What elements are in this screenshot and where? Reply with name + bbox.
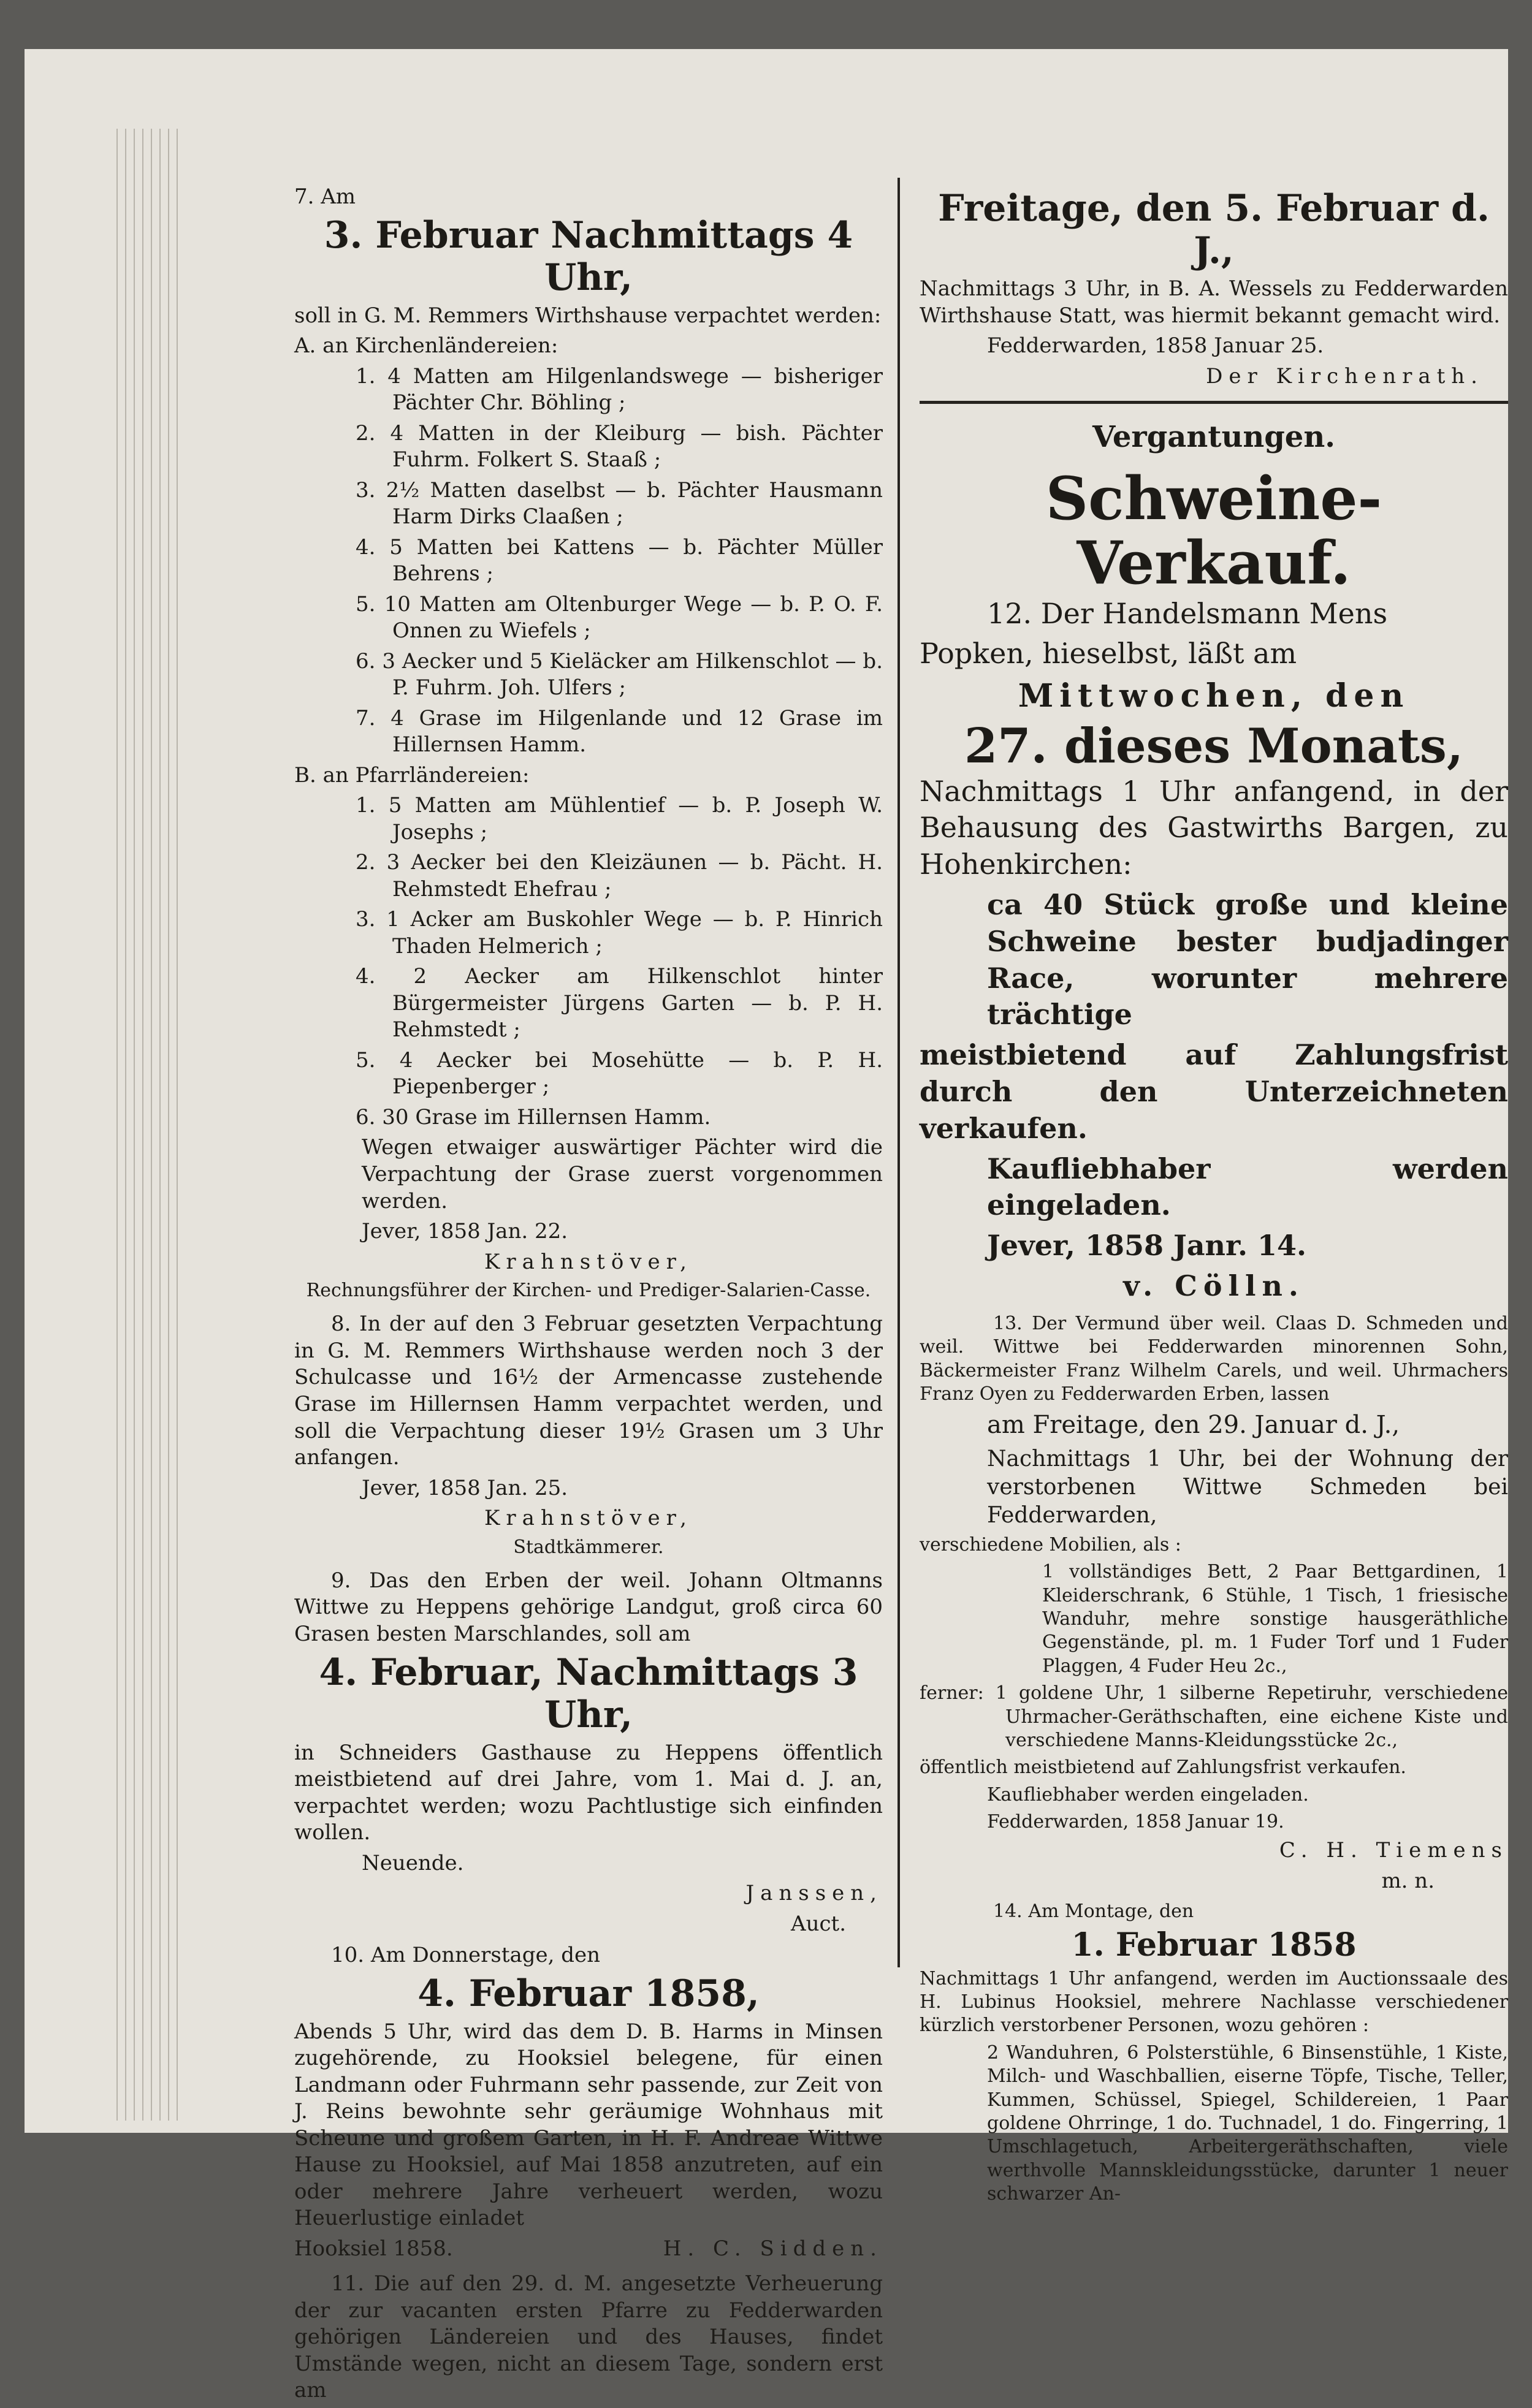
notice-14-text: Nachmittags 1 Uhr anfangend, werden im Auctionssaale des H. Lubinus Hooksiel, mehrere Nachlasse verschiedener kürzlich verstorbener Personen, wozu gehören : [920, 1967, 1508, 2037]
notice-7-intro: 7. Am [294, 184, 356, 209]
notice-10-footer [294, 2236, 883, 2263]
notice-13-signature: C. H. Tiemens [1279, 1838, 1508, 1863]
list-item: 6. 3 Aecker und 5 Kieläcker am Hilkenschlot — b. P. Fuhrm. Joh. Ulfers ; [356, 648, 883, 701]
notice-12-text2: meistbietend auf Zahlungsfrist durch den Unterzeichneten verkaufen. [920, 1038, 1508, 1145]
notice-12-heading: 27. dieses Monats, [964, 718, 1463, 775]
notice-8-text: 8. In der auf den 3 Februar gesetzten Verpachtung in G. M. Remmers Wirthshause werden noch 3 der Schulcasse und 16½ der Armencasse zustehende Grase im Hillernsen Hamm verpachtet werden, und soll die Verpachtung dieser 19½ Grasen um 3 Uhr anfangen. [294, 1312, 883, 1470]
notice-8-signature: Krahnstöver, [484, 1506, 693, 1531]
notice-12-goods: ca 40 Stück große und kleine Schweine bester budjadinger Race, worunter mehrere trächtige [987, 888, 1508, 1031]
notice-13-date: Fedderwarden, 1858 Januar 19. [987, 1811, 1284, 1833]
notice-13-text: 13. Der Vermund über weil. Claas D. Schmeden und weil. Wittwe bei Fedderwarden minorennen Sohn, Bäckermeister Franz Wilhelm Carels, und weil. Uhrmachers Franz Oyen zu Fedderwarden Erben, lassen [920, 1312, 1508, 1405]
notice-9-heading: 4. Februar, Nachmittags 3 Uhr, [319, 1650, 858, 1736]
notice-8-date: Jever, 1858 Jan. 25. [362, 1475, 568, 1500]
notice-13-line3: verschiedene Mobilien, als : [920, 1533, 1181, 1555]
notice-10-place: Hooksiel 1858. [294, 2236, 453, 2261]
notice-10-heading: 4. Februar 1858, [417, 1972, 760, 2015]
notice-14-heading: 1. Februar 1858 [1071, 1926, 1357, 1964]
list-item: 5. 10 Matten am Oltenburger Wege — b. P. O. F. Onnen zu Wiefels ; [356, 591, 883, 644]
notice-9-place: Neuende. [362, 1850, 464, 1875]
notice-12-line3: Mittwochen, den [1018, 677, 1410, 715]
notice-7-signature: Krahnstöver, [484, 1249, 693, 1274]
list-item: 2. 3 Aecker bei den Kleizäunen — b. Pächt. H. Rehmstedt Ehefrau ; [356, 850, 883, 902]
notice-7-note: Wegen etwaiger auswärtiger Pächter wird die Verpachtung der Grase zuerst vorgenommen werden. [362, 1135, 883, 1213]
notice-12-banner: Schweine-Verkauf. [1045, 463, 1382, 598]
notice-10-intro: 10. Am Donnerstage, den [331, 1943, 601, 1968]
notice-11-text: 11. Die auf den 29. d. M. angesetzte Verheuerung der zur vacanten ersten Pfarre zu Fedderwarden gehörigen Ländereien und des Hauses, findet Umstände wegen, nicht an diesem Tage, sondern erst am [294, 2271, 883, 2403]
right-column [920, 184, 1508, 2210]
list-item: 2. 4 Matten in der Kleiburg — bish. Pächter Fuhrm. Folkert S. Staaß ; [356, 420, 883, 473]
notice-9-text: 9. Das den Erben der weil. Johann Oltmanns Wittwe zu Heppens gehörige Landgut, groß circa 60 Grasen besten Marschlandes, soll am [294, 1568, 883, 1646]
section-b-label: B. an Pfarrländereien: [294, 762, 530, 788]
notice-14-goods: 2 Wanduhren, 6 Polsterstühle, 6 Binsenstühle, 1 Kiste, Milch- und Waschballien, eiserne Töpfe, Tische, Teller, Kummen, Schüssel, Spiegel, Schildereien, 1 Paar goldene Ohrringe, 1 do. Tuchnadel, 1 do. Fingerring, 1 Umschlagetuch, Arbeitergeräthschaften, viele werthvolle Mannskleidungsstücke, darunter 1 neuer schwarzer An- [987, 2041, 1508, 2205]
left-column [294, 184, 883, 2408]
notice-7-heading: 3. Februar Nachmittags 4 Uhr, [324, 213, 853, 299]
section-a-label: A. an Kirchenländereien: [294, 333, 558, 359]
list-item: 4. 2 Aecker am Hilkenschlot hinter Bürgermeister Jürgens Garten — b. P. H. Rehmstedt ; [356, 964, 883, 1043]
notice-12-text: Nachmittags 1 Uhr anfangend, in der Behausung des Gastwirths Bargen, zu Hohenkirchen: [920, 774, 1508, 881]
list-item: 5. 4 Aecker bei Mosehütte — b. P. H. Piepenberger ; [356, 1047, 883, 1100]
list-item: 7. 4 Grase im Hilgenlande und 12 Grase im Hillernsen Hamm. [356, 705, 883, 758]
section-rule [920, 401, 1508, 404]
notice-9-text2: in Schneiders Gasthause zu Heppens öffentlich meistbietend auf drei Jahre, vom 1. Mai d. J. an, verpachtet werden; wozu Pachtlustige sich einfinden wollen. [294, 1740, 883, 1845]
notice-7-date: Jever, 1858 Jan. 22. [362, 1219, 568, 1244]
notice-11-heading: Freitage, den 5. Februar d. J., [938, 187, 1490, 272]
notice-12-line2: Popken, hieselbst, läßt am [920, 637, 1297, 670]
notice-12-invite: Kaufliebhaber werden eingeladen. [987, 1152, 1508, 1222]
notice-13-line2: Nachmittags 1 Uhr, bei der Wohnung der verstorbenen Wittwe Schmeden bei Fedderwarden, [987, 1446, 1508, 1528]
list-item: 3. 2½ Matten daselbst — b. Pächter Hausmann Harm Dirks Claaßen ; [356, 477, 883, 530]
notice-12-line1: 12. Der Handelsmann Mens [987, 596, 1388, 630]
section-title: Vergantungen. [1092, 420, 1335, 455]
notice-10-text: Abends 5 Uhr, wird das dem D. B. Harms in Minsen zugehörende, zu Hooksiel belegene, für einen Landmann oder Fuhrmann sehr passende, zur Zeit von J. Reins bewohnte sehr geräumige Wohnhaus mit Scheune und großem Garten, in H. F. Andreae Wittwe Hause zu Hooksiel, auf Mai 1858 anzutreten, auf ein oder mehrere Jahre verheuert werden, wozu Heuerlustige einladet [294, 2019, 883, 2231]
notice-10-signature: H. C. Sidden. [663, 2236, 883, 2261]
notice-14-intro: 14. Am Montage, den [993, 1900, 1194, 1922]
notice-11-date: Fedderwarden, 1858 Januar 25. [987, 333, 1324, 359]
notice-7-signature-title: Rechnungsführer der Kirchen- und Prediger-Salarien-Casse. [306, 1280, 871, 1302]
notice-13-goods1: 1 vollständiges Bett, 2 Paar Bettgardinen, 1 Kleiderschrank, 6 Stühle, 1 Tisch, 1 friesische Wanduhr, mehre sonstige hausgeräthliche Gegenstände, pl. m. 1 Fuder Torf und 1 Fuder Plaggen, 4 Fuder Heu 2c., [1042, 1561, 1508, 1677]
list-item: 3. 1 Acker am Buskohler Wege — b. P. Hinrich Thaden Helmerich ; [356, 907, 883, 959]
page-edges [116, 129, 215, 2121]
notice-12-signature: v. Cölln. [1123, 1269, 1305, 1302]
notice-9-signature-title: Auct. [791, 1911, 846, 1936]
notice-13-goods2: ferner: 1 goldene Uhr, 1 silberne Repetiruhr, verschiedene Uhrmacher-Geräthschaften, eine eichene Kiste und verschiedene Manns-Kleidungsstücke 2c., [920, 1682, 1508, 1751]
list-item: 4. 5 Matten bei Kattens — b. Pächter Müller Behrens ; [356, 534, 883, 587]
notice-13-text2: öffentlich meistbietend auf Zahlungsfrist verkaufen. [920, 1757, 1406, 1779]
list-item: 1. 4 Matten am Hilgenlandswege — bisheriger Pächter Chr. Böhling ; [356, 363, 883, 416]
notice-13-invite: Kaufliebhaber werden eingeladen. [987, 1783, 1309, 1806]
list-item: 6. 30 Grase im Hillernsen Hamm. [356, 1104, 711, 1130]
notice-8-signature-title: Stadtkämmerer. [513, 1536, 664, 1558]
notice-7-text: soll in G. M. Remmers Wirthshause verpachtet werden: [294, 303, 882, 328]
notice-13-line1: am Freitage, den 29. Januar d. J., [987, 1411, 1400, 1440]
column-divider [897, 178, 900, 1967]
notice-12-date: Jever, 1858 Janr. 14. [987, 1229, 1307, 1263]
notice-13-signature-note: m. n. [1381, 1868, 1435, 1893]
notice-11-text: Nachmittags 3 Uhr, in B. A. Wessels zu Fedderwarden Wirthshause Statt, was hiermit bekannt gemacht wird. [920, 276, 1508, 328]
list-item: 1. 5 Matten am Mühlentief — b. P. Joseph W. Josephs ; [356, 793, 883, 845]
notice-11-signature: Der Kirchenrath. [1206, 363, 1484, 389]
notice-9-signature: Janssen, [745, 1881, 883, 1906]
